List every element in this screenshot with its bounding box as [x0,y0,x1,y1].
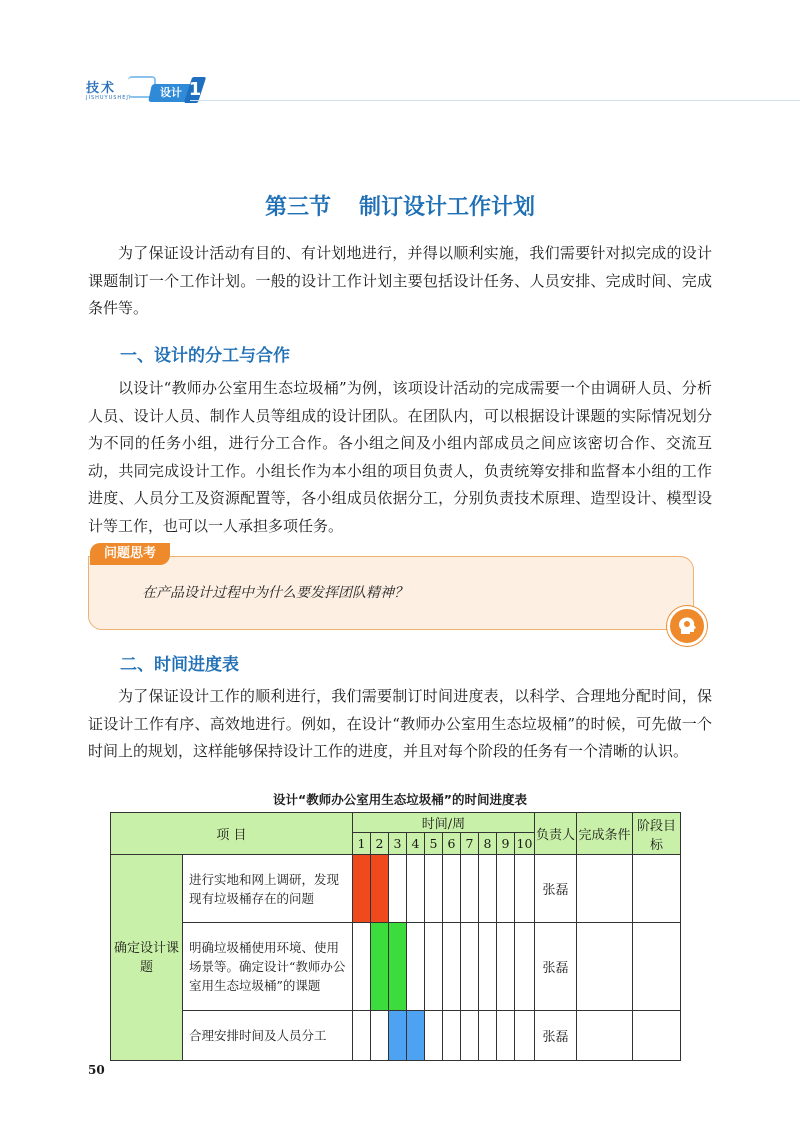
week-header: 9 [497,833,515,855]
week-cell [407,855,425,923]
week-cell [479,855,497,923]
goal-cell [633,1011,681,1061]
brand-pinyin: JISHUYUSHEJI [86,95,132,101]
week-cell [389,855,407,923]
week-cell [443,1011,461,1061]
brand-number: 1 [184,77,206,103]
schedule-table [110,812,681,1061]
week-cell [515,1011,535,1061]
week-cell [479,1011,497,1061]
goal-cell [633,923,681,1011]
week-header: 6 [443,833,461,855]
week-cell [497,855,515,923]
task-cell: 合理安排时间及人员分工 [183,1011,353,1061]
owner-cell: 张磊 [535,1011,577,1061]
condition-cell [577,923,633,1011]
header-condition: 完成条件 [577,813,633,855]
owner-cell: 张磊 [535,855,577,923]
schedule-bar-cell [371,855,389,923]
header-owner: 负责人 [535,813,577,855]
heading-division-of-work: 一、设计的分工与合作 [120,346,290,366]
page-header [0,0,800,110]
week-cell [425,1011,443,1061]
week-cell [515,923,535,1011]
week-header: 10 [515,833,535,855]
goal-cell [633,855,681,923]
header-goal: 阶段目标 [633,813,681,855]
header-rule [190,100,800,101]
question-tag: 问题思考 [90,543,170,565]
week-cell [443,923,461,1011]
schedule-bar-cell [389,1011,407,1061]
week-cell [425,855,443,923]
table-caption: 设计“教师办公室用生态垃圾桶”的时间进度表 [273,792,527,807]
week-cell [425,923,443,1011]
section-title: 第三节 制订设计工作计划 [264,195,536,220]
condition-cell [577,855,633,923]
week-cell [407,923,425,1011]
schedule-paragraph: 为了保证设计工作的顺利进行，我们需要制订时间进度表，以科学、合理地分配时间，保证设计工作有序、高效地进行。例如，在设计“教师办公室用生态垃圾桶”的时候，可先做一个时间上的规划，这样能够保持设计工作的进度，并且对每个阶段的任务有一个清晰的认识。 [88,687,712,760]
week-header: 1 [353,833,371,855]
category-cell: 确定设计课题 [111,855,183,1061]
week-cell [353,923,371,1011]
week-header: 4 [407,833,425,855]
week-cell [353,1011,371,1061]
week-cell [443,855,461,923]
week-header: 3 [389,833,407,855]
week-cell [479,923,497,1011]
week-header: 5 [425,833,443,855]
week-cell [497,923,515,1011]
owner-cell: 张磊 [535,923,577,1011]
header-item: 项 目 [111,813,353,855]
task-cell: 进行实地和网上调研，发现现有垃圾桶存在的问题 [183,855,353,923]
week-cell [461,1011,479,1061]
week-header: 8 [479,833,497,855]
schedule-bar-cell [371,923,389,1011]
condition-cell [577,1011,633,1061]
heading-schedule: 二、时间进度表 [120,655,239,675]
table-row [111,1011,681,1061]
week-cell [461,923,479,1011]
schedule-bar-cell [353,855,371,923]
brand-title: 技术 [86,81,117,96]
table-row [111,923,681,1011]
schedule-bar-cell [407,1011,425,1061]
question-text: 在产品设计过程中为什么要发挥团队精神？ [142,585,408,601]
schedule-bar-cell [389,923,407,1011]
week-header: 7 [461,833,479,855]
week-cell [371,1011,389,1061]
task-cell: 明确垃圾桶使用环境、使用场景等。确定设计“教师办公室用生态垃圾桶”的课题 [183,923,353,1011]
header-time: 时间/周 [353,813,535,833]
week-cell [515,855,535,923]
head-thinking-icon [667,606,707,646]
division-paragraph: 以设计“教师办公室用生态垃圾桶”为例，该项设计活动的完成需要一个由调研人员、分析人员、设计人员、制作人员等组成的设计团队。在团队内，可以根据设计课题的实际情况划分为不同的任务小组，进行分工合作。各小组之间及小组内部成员之间应该密切合作、交流互动，共同完成设计工作。小组长作为本小组的项目负责人，负责统筹安排和监督本小组的工作进度、人员分工及资源配置等，各小组成员依据分工，分别负责技术原理、造型设计、模型设计等工作，也可以一人承担多项任务。 [88,379,712,535]
week-header: 2 [371,833,389,855]
week-cell [461,855,479,923]
week-cell [497,1011,515,1061]
table-row [111,855,681,923]
intro-paragraph: 为了保证设计活动有目的、有计划地进行，并得以顺利实施，我们需要针对拟完成的设计课题制订一个工作计划。一般的设计工作计划主要包括设计任务、人员安排、完成时间、完成条件等。 [88,244,712,317]
brand-box: 设计 [148,84,194,102]
page-number: 50 [88,1063,105,1077]
